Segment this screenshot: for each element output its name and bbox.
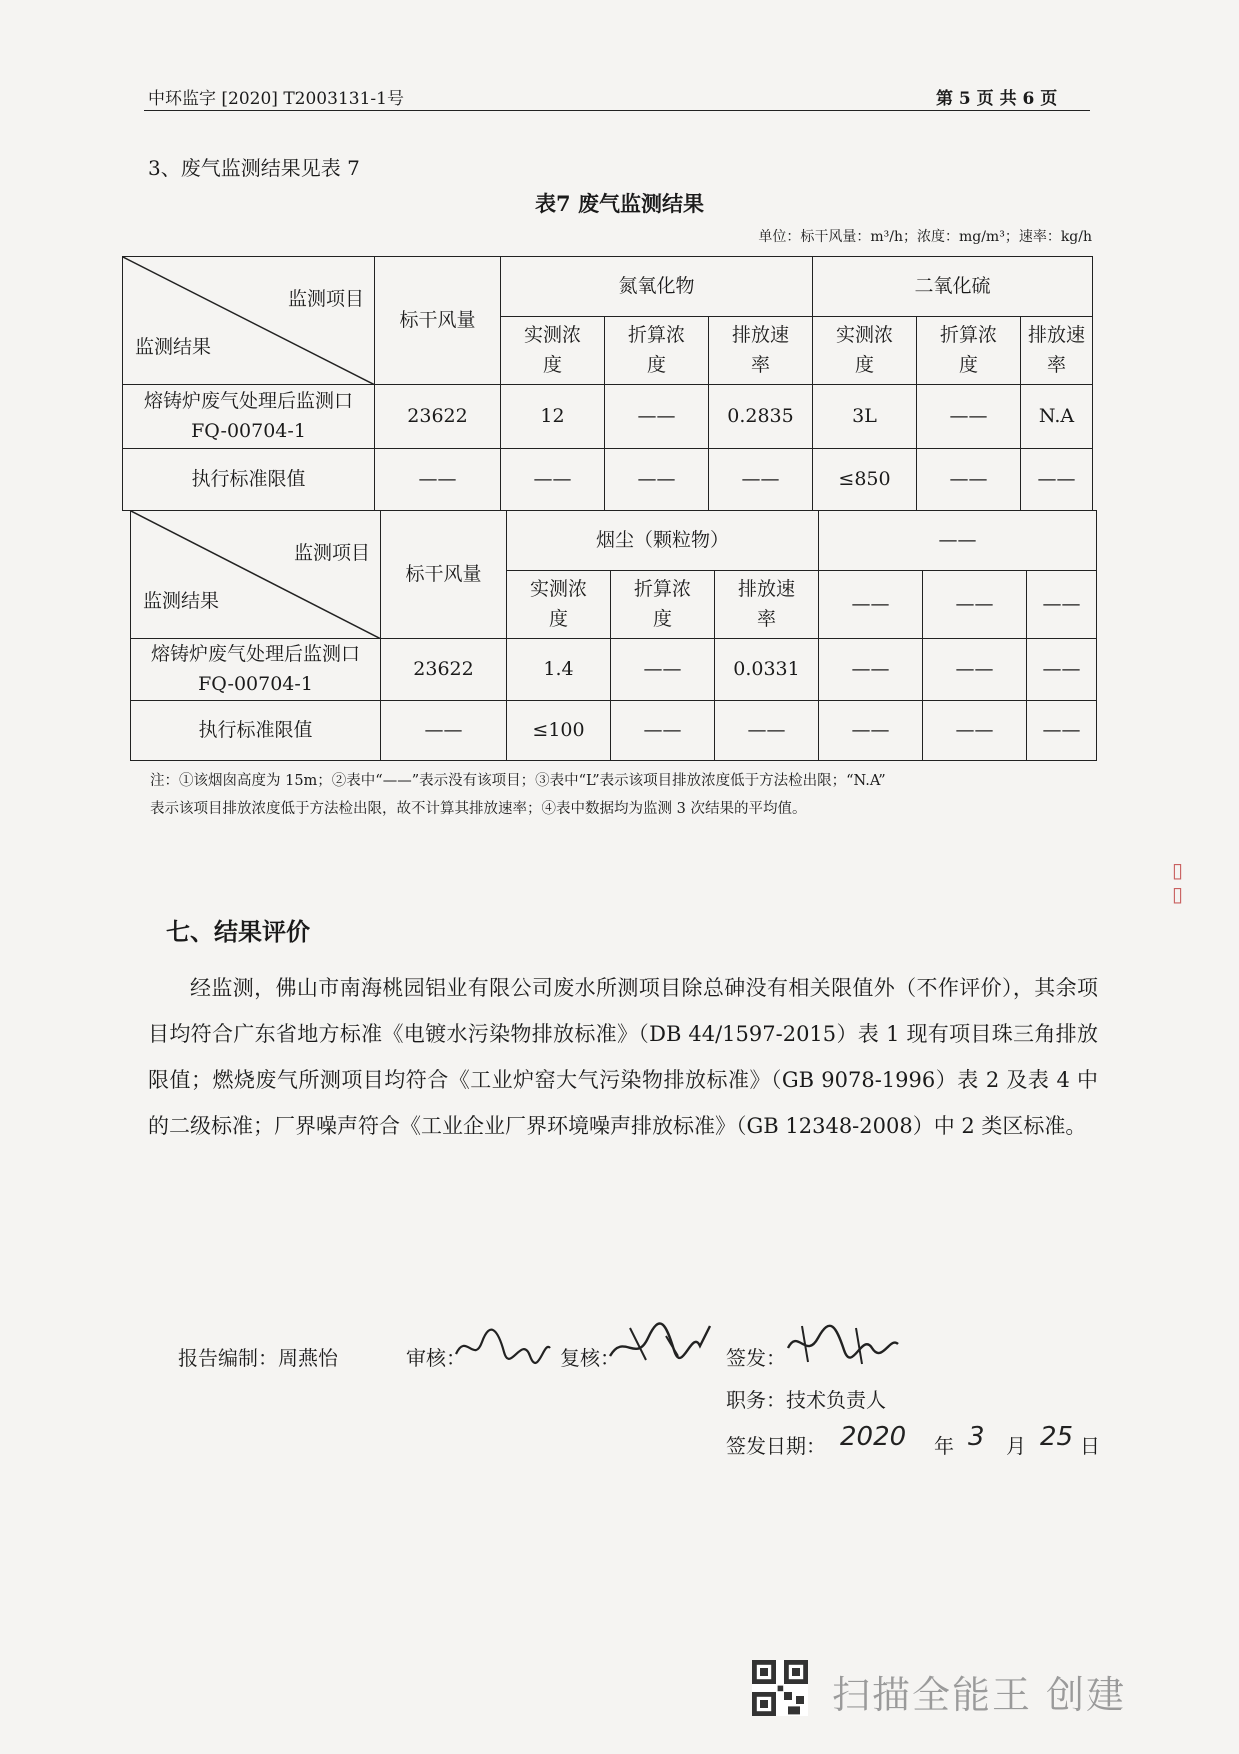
day-suffix: 日	[1080, 1434, 1100, 1458]
standard-label: 执行标准限值	[131, 701, 381, 761]
table-cell: ——	[611, 639, 715, 701]
table-cell: 23622	[381, 639, 507, 701]
section-3-heading: 3、废气监测结果见表 7	[148, 156, 360, 180]
nox-so2-table	[122, 256, 1093, 511]
so2-converted-header: 折算浓度	[917, 317, 1021, 385]
table-note-line-1: 注：①该烟囱高度为 15m；②表中“——”表示没有该项目；③表中“L”表示该项目排放浓度低于方法检出限；“N.A”	[150, 773, 886, 789]
units-line: 单位：标干风量：m³/h；浓度：mg/m³；速率：kg/h	[758, 229, 1092, 245]
table-cell: ——	[923, 701, 1027, 761]
dust-header: 烟尘（颗粒物）	[507, 511, 819, 571]
table-cell: ——	[1027, 571, 1097, 639]
diagonal-header-cell	[123, 257, 375, 385]
rechecker-signature	[606, 1316, 716, 1372]
table-cell: ——	[501, 449, 605, 511]
issuer-label: 签发：	[726, 1346, 786, 1370]
table-cell: ——	[819, 701, 923, 761]
table-cell: ——	[819, 639, 923, 701]
so2-measured-header: 实测浓度	[813, 317, 917, 385]
flow-header: 标干风量	[375, 257, 501, 385]
dust-converted-header: 折算浓度	[611, 571, 715, 639]
table-cell: ≤100	[507, 701, 611, 761]
seal-fragment: ▯ ▯	[1172, 858, 1184, 906]
table-cell: ≤850	[813, 449, 917, 511]
issue-day: 25	[1040, 1422, 1074, 1452]
diagonal-line	[131, 511, 381, 639]
table-cell: 3L	[813, 385, 917, 449]
dust-rate-header: 排放速率	[715, 571, 819, 639]
reviewer-signature	[452, 1324, 552, 1370]
document-number: 中环监字 [2020] T2003131-1号	[148, 89, 404, 109]
table-cell: ——	[605, 449, 709, 511]
diag-bottom-label: 监测结果	[143, 589, 220, 612]
table-cell: ——	[819, 571, 923, 639]
nox-rate-header: 排放速率	[709, 317, 813, 385]
page-indicator: 第 5 页 共 6 页	[936, 89, 1058, 109]
issue-month: 3	[968, 1422, 985, 1452]
table-cell: ——	[917, 449, 1021, 511]
diag-top-label: 监测项目	[287, 288, 364, 310]
dust-measured-header: 实测浓度	[507, 571, 611, 639]
flow-header: 标干风量	[381, 511, 507, 639]
table-cell: ——	[381, 701, 507, 761]
issue-year: 2020	[840, 1422, 907, 1452]
table-cell: ——	[375, 449, 501, 511]
table-cell: 23622	[375, 385, 501, 449]
table-cell: ——	[923, 639, 1027, 701]
table-cell: ——	[605, 385, 709, 449]
site-label: 熔铸炉废气处理后监测口 FQ-00704-1	[123, 385, 375, 449]
position-label: 职务：技术负责人	[726, 1388, 886, 1412]
nox-converted-header: 折算浓度	[605, 317, 709, 385]
diagonal-line	[123, 257, 375, 385]
table-cell: 12	[501, 385, 605, 449]
nox-measured-header: 实测浓度	[501, 317, 605, 385]
qr-code-icon	[752, 1660, 808, 1716]
table-cell: 0.0331	[715, 639, 819, 701]
scanner-watermark: 扫描全能王 创建	[832, 1673, 1127, 1717]
section-7-heading: 七、结果评价	[166, 917, 310, 946]
table-cell: ——	[715, 701, 819, 761]
conclusion-paragraph	[148, 965, 1098, 1149]
table-cell: 1.4	[507, 639, 611, 701]
reviewer-label: 审核：	[406, 1346, 466, 1370]
so2-rate-header: 排放速率	[1021, 317, 1093, 385]
site-label: 熔铸炉废气处理后监测口 FQ-00704-1	[131, 639, 381, 701]
diagonal-header-cell	[131, 511, 381, 639]
table-cell: ——	[611, 701, 715, 761]
issuer-signature	[782, 1318, 902, 1370]
compiler-label: 报告编制：周燕怡	[178, 1346, 338, 1370]
table-cell: N.A	[1021, 385, 1093, 449]
year-suffix: 年	[934, 1434, 954, 1458]
table-caption: 表7 废气监测结果	[535, 191, 704, 216]
table-cell: ——	[917, 385, 1021, 449]
table-note-line-2: 表示该项目排放浓度低于方法检出限，故不计算其排放速率；④表中数据均为监测 3 次结果的平均值。	[150, 801, 807, 817]
table-cell: ——	[1027, 701, 1097, 761]
table-cell: ——	[1021, 449, 1093, 511]
table-cell: 0.2835	[709, 385, 813, 449]
conclusion-text: 经监测，佛山市南海桃园铝业有限公司废水所测项目除总砷没有相关限值外（不作评价），其余项目均符合广东省地方标准《电镀水污染物排放标准》（DB 44/1597-2015）表 1 现有项目珠三角排放限值；燃烧废气所测项目均符合《工业炉窑大气污染物排放标准》（GB 9078-1996）表 2 及表 4 中的二级标准；厂界噪声符合《工业企业厂界环境噪声排放标准》（GB 12348-2008）中 2 类区标准。	[148, 976, 1098, 1138]
diag-bottom-label: 监测结果	[135, 335, 212, 358]
so2-header: 二氧化硫	[813, 257, 1093, 317]
standard-label: 执行标准限值	[123, 449, 375, 511]
diag-top-label: 监测项目	[293, 542, 370, 564]
nox-header: 氮氧化物	[501, 257, 813, 317]
dust-table	[130, 510, 1097, 761]
table-cell: ——	[923, 571, 1027, 639]
table-cell: ——	[709, 449, 813, 511]
issue-date-label: 签发日期：	[726, 1434, 826, 1458]
month-suffix: 月	[1006, 1434, 1026, 1458]
header-rule	[144, 110, 1090, 111]
table-cell: ——	[1027, 639, 1097, 701]
rechecker-label: 复核：	[560, 1346, 620, 1370]
empty-group-header: ——	[819, 511, 1097, 571]
